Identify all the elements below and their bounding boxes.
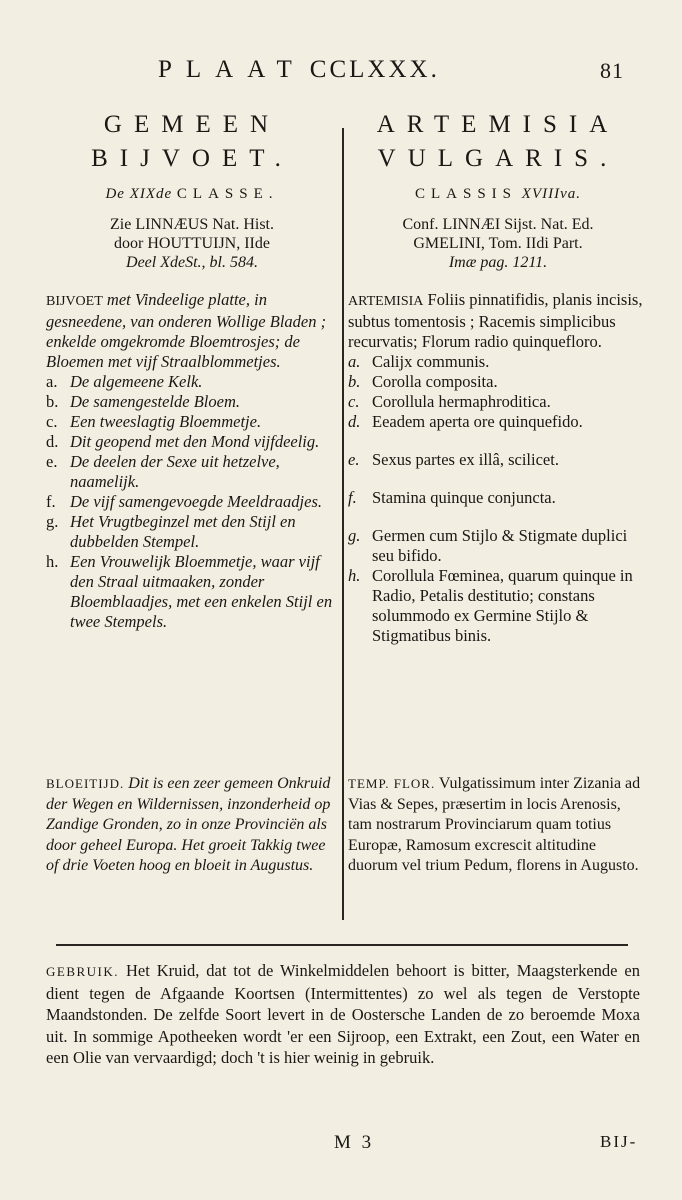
dutch-bloei-lead: BLOEITIJD. [46, 776, 125, 791]
latin-bloei-text: Vulgatissimum inter Zizania ad Vias & Sepes, præsertim in locis Arenosis, tam nostrarum Provinciarum quam totius Europæ, Ramosum excrescit altitudine duorum vel trium Pedum, florens in Augusto. [348, 775, 641, 874]
page-number: 81 [600, 58, 624, 83]
item-mark: f. [348, 488, 357, 507]
dutch-item [46, 512, 338, 552]
dutch-item [46, 552, 338, 632]
item-text: Eeadem aperta ore quinquefido. [372, 412, 583, 431]
signature-mark: M 3 [334, 1132, 375, 1153]
item-mark: c. [348, 392, 360, 411]
item-mark: a. [348, 352, 361, 371]
item-text: Dit geopend met den Mond vijfdeelig. [70, 432, 320, 451]
latin-item [348, 412, 648, 432]
dutch-column [46, 108, 338, 632]
dutch-classe-prefix: De XIXde [105, 186, 173, 202]
usage-text: Het Kruid, dat tot de Winkelmiddelen behoort is bitter, Maagsterkende en dient tegen de Afgaande Koortsen (Intermittentes) zo wel als tegen de Verstopte Maandstonden. De zelfde Soort levert in de Oostersche Landen de zo beroemde Moxa uit. In sommige Apotheeken wordt 'er een Sijroop, een Extrakt, een Zout, een Water en een Olie van vervaardigd; doch 't is hier weinig in gebruik. [46, 961, 640, 1067]
latin-item [348, 392, 648, 412]
catchword: BIJ- [600, 1132, 638, 1151]
item-mark: d. [46, 432, 59, 451]
dutch-ref-line2: door HOUTTUIJN, IIde [114, 235, 270, 252]
usage-paragraph [46, 960, 640, 1069]
usage-lead: GEBRUIK. [46, 964, 120, 979]
item-mark: d. [348, 412, 361, 431]
latin-items [348, 352, 648, 646]
latin-item [348, 372, 648, 392]
item-mark: b. [348, 372, 361, 391]
latin-title-line1: ARTEMISIA [376, 111, 620, 138]
latin-item [348, 488, 648, 508]
item-text: Een Vrouwelijk Bloemmetje, waar vijf den Straal uitmaaken, zonder Bloemblaadjes, met een enkelen Stijl en twee Stempels. [70, 552, 333, 631]
dutch-item [46, 452, 338, 492]
horizontal-rule [56, 944, 628, 946]
latin-ref-line3: Imæ pag. 1211. [448, 254, 548, 271]
plate-heading [158, 56, 440, 84]
plate-word: PLAAT [158, 56, 306, 83]
item-mark: e. [46, 452, 58, 471]
latin-classe [348, 186, 648, 203]
dutch-flowering-time [46, 774, 338, 877]
dutch-item [46, 392, 338, 412]
item-mark: a. [46, 372, 58, 391]
dutch-description [46, 290, 338, 372]
item-mark: g. [348, 526, 361, 545]
dutch-item [46, 492, 338, 512]
item-mark: h. [348, 566, 361, 585]
item-text: De samengestelde Bloem. [70, 392, 240, 411]
item-text: De vijf samengevoegde Meeldraadjes. [70, 492, 322, 511]
latin-bloei-lead: TEMP. FLOR. [348, 776, 436, 791]
item-text: Calijx communis. [372, 352, 490, 371]
item-mark: e. [348, 450, 360, 469]
item-text: Het Vrugtbeginzel met den Stijl en dubbelden Stempel. [70, 512, 296, 551]
latin-item [348, 526, 648, 566]
dutch-title-line2: BIJVOET. [91, 145, 293, 172]
item-text: De deelen der Sexe uit hetzelve, naamelijk. [70, 452, 280, 491]
dutch-ref-line1: Zie LINNÆUS Nat. Hist. [110, 216, 274, 233]
item-mark: b. [46, 392, 59, 411]
latin-flowering-time [348, 774, 648, 877]
item-text: Corolla composita. [372, 372, 498, 391]
latin-description [348, 290, 648, 352]
item-text: Stamina quinque conjuncta. [372, 488, 556, 507]
latin-item [348, 450, 648, 470]
item-text: De algemeene Kelk. [70, 372, 203, 391]
latin-classe-word: CLASSIS [415, 186, 518, 202]
latin-ref-line1: Conf. LINNÆI Sijst. Nat. Ed. [402, 216, 594, 233]
dutch-desc-text: met Vindeelige platte, in gesneedene, van onderen Wollige Bladen ; enkelde omgekromde Bloemtrosjes; de Bloemen met vijf Straalblommetjes. [46, 290, 327, 371]
column-divider [342, 128, 344, 920]
item-text: Corollula hermaphroditica. [372, 392, 551, 411]
dutch-reference [46, 215, 338, 272]
latin-desc-text: Foliis pinnatifidis, planis incisis, subtus tomentosis ; Racemis simplicibus recurvatis; Florum radio quinquefloro. [348, 290, 643, 351]
dutch-item [46, 412, 338, 432]
latin-ref-line2: GMELINI, Tom. IIdi Part. [413, 235, 583, 252]
item-text: Germen cum Stijlo & Stigmate duplici seu bifido. [372, 526, 628, 565]
dutch-item [46, 432, 338, 452]
dutch-classe-word: CLASSE. [176, 186, 279, 202]
latin-reference [348, 215, 648, 272]
latin-title-line2: VULGARIS. [377, 145, 619, 172]
latin-classe-suffix: XVIIIva. [521, 186, 581, 202]
dutch-bloei-text: Dit is een zeer gemeen Onkruid der Wegen en Wildernissen, inzonderheid op Zandige Gronden, zo in onze Provinciën als door geheel Europa. Het groeit Takkig twee of drie Voeten hoog en bloeit in Augustus. [46, 775, 331, 874]
dutch-ref-line3: Deel XdeSt., bl. 584. [126, 254, 258, 271]
dutch-title-line1: GEMEEN [103, 111, 281, 138]
latin-item [348, 566, 648, 646]
item-mark: h. [46, 552, 59, 571]
item-mark: g. [46, 512, 59, 531]
dutch-items [46, 372, 338, 632]
dutch-desc-lead: BIJVOET [46, 294, 103, 309]
latin-desc-lead: ARTEMISIA [348, 294, 424, 309]
plate-number: CCLXXX. [309, 56, 440, 83]
item-text: Sexus partes ex illâ, scilicet. [372, 450, 559, 469]
dutch-item [46, 372, 338, 392]
item-text: Een tweeslagtig Bloemmetje. [70, 412, 262, 431]
item-mark: f. [46, 492, 56, 511]
latin-column [348, 108, 648, 646]
item-text: Corollula Fœminea, quarum quinque in Radio, Petalis destitutio; constans solummodo ex Germine Stijlo & Stigmatibus binis. [372, 566, 633, 645]
item-mark: c. [46, 412, 58, 431]
dutch-classe [46, 186, 338, 203]
latin-item [348, 352, 648, 372]
